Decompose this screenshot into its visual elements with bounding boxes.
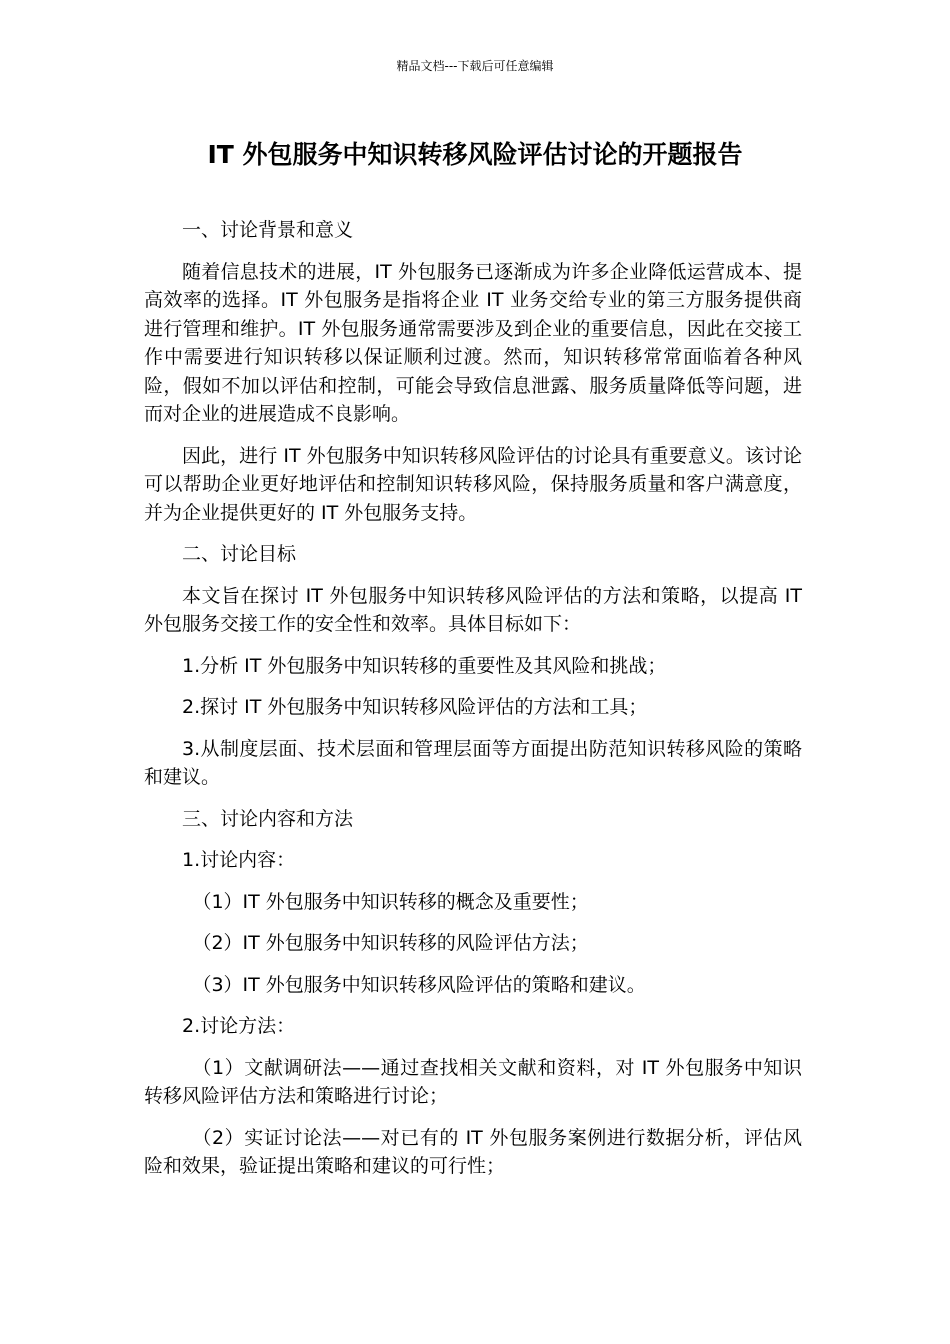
list-item: （3）IT 外包服务中知识转移风险评估的策略和建议。: [192, 973, 646, 996]
list-item: （2）实证讨论法——对已有的 IT 外包服务案例进行数据分析，评估风险和效果，验证提出策略和建议的可行性；: [144, 1126, 802, 1177]
list-item: （1）文献调研法——通过查找相关文献和资料，对 IT 外包服务中知识转移风险评估方法和策略进行讨论；: [144, 1056, 802, 1107]
subheading: 2.讨论方法：: [182, 1015, 296, 1037]
list-item: （2）IT 外包服务中知识转移的风险评估方法；: [192, 932, 589, 954]
list-item: （1）IT 外包服务中知识转移的概念及重要性；: [192, 890, 589, 913]
paragraph: 本文旨在探讨 IT 外包服务中知识转移风险评估的方法和策略，以提高 IT 外包服务交接工作的安全性和效率。具体目标如下：: [144, 584, 802, 635]
paragraph: 因此，进行 IT 外包服务中知识转移风险评估的讨论具有重要意义。该讨论可以帮助企业更好地评估和控制知识转移风险，保持服务质量和客户满意度，并为企业提供更好的 IT 外包服务支持。: [144, 444, 802, 524]
document-body: [144, 216, 802, 1181]
subheading: 1.讨论内容：: [182, 849, 296, 871]
list-item: 3.从制度层面、技术层面和管理层面等方面提出防范知识转移风险的策略和建议。: [144, 737, 802, 788]
section-heading: 三、讨论内容和方法: [182, 807, 354, 830]
paragraph: 随着信息技术的进展，IT 外包服务已逐渐成为许多企业降低运营成本、提高效率的选择。IT 外包服务是指将企业 IT 业务交给专业的第三方服务提供商进行管理和维护。IT 外包服务通常需要涉及到企业的重要信息，因此在交接工作中需要进行知识转移以保证顺利过渡。然而，知识转移常常面临着各种风险，假如不加以评估和控制，可能会导致信息泄露、服务质量降低等问题，进而对企业的进展造成不良影响。: [144, 260, 802, 425]
list-item: 1.分析 IT 外包服务中知识转移的重要性及其风险和挑战；: [182, 654, 667, 677]
list-item: 2.探讨 IT 外包服务中知识转移风险评估的方法和工具；: [182, 696, 648, 718]
document-title: IT 外包服务中知识转移风险评估讨论的开题报告: [207, 140, 743, 169]
section-heading: 一、讨论背景和意义: [182, 219, 354, 241]
section-heading: 二、讨论目标: [182, 543, 297, 565]
header-note: 精品文档---下载后可任意编辑: [396, 59, 554, 73]
